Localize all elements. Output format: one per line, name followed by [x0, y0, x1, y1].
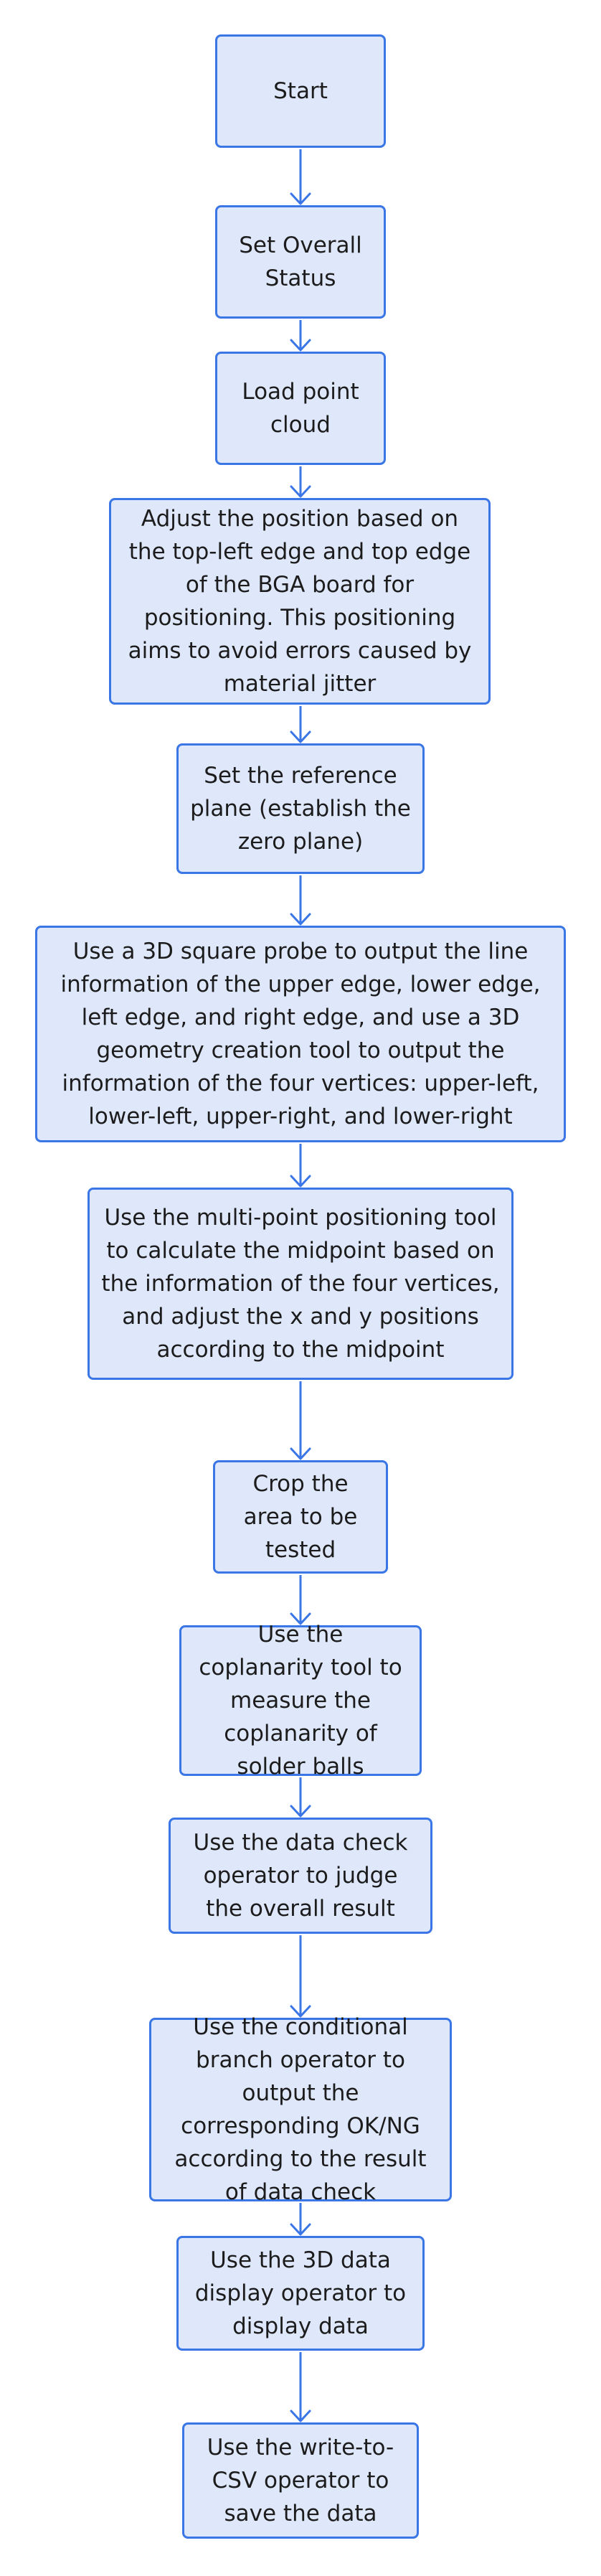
connector-arrow: [291, 1381, 310, 1459]
step-adjust-position: [109, 498, 491, 705]
step-write-csv-label: Use the write-to-CSV operator to save the data: [207, 2435, 394, 2526]
step-display-data-label: Use the 3D data display operator to display data: [194, 2247, 407, 2339]
step-start-label: Start: [273, 78, 328, 104]
step-display-data: [176, 2236, 425, 2351]
step-crop-area-label: Crop the area to be tested: [243, 1471, 358, 1563]
step-crop-area: [213, 1460, 388, 1574]
connector-arrow: [291, 1935, 310, 2016]
step-data-check-label: Use the data check operator to judge the overall result: [193, 1830, 408, 1922]
step-write-csv: [182, 2422, 419, 2539]
connector-arrow: [291, 320, 310, 350]
connector-arrow: [291, 1144, 310, 1186]
step-set-overall-status-label: Set Overall Status: [239, 232, 362, 291]
step-set-overall-status: [215, 205, 386, 319]
connector-arrow: [291, 466, 310, 497]
step-conditional-branch-label: Use the conditional branch operator to output the corresponding OK/NG according to the result of data check: [174, 2014, 427, 2205]
step-start: [215, 34, 386, 148]
connector-arrow: [291, 875, 310, 924]
step-adjust-position-label: Adjust the position based on the top-left edge and top edge of the BGA board for positioning. This positioning aims to avoid errors caused by material jitter: [128, 506, 472, 697]
step-coplanarity-label: Use the coplanarity tool to measure the coplanarity of solder balls: [199, 1622, 402, 1780]
step-conditional-branch: [149, 2014, 452, 2205]
step-set-reference-plane-label: Set the reference plane (establish the zero plane): [190, 763, 411, 855]
step-multi-point-positioning-label: Use the multi-point positioning tool to calculate the midpoint based on the information of the four vertices, and adjust the x and y positions according to the midpoint: [101, 1205, 500, 1363]
step-load-point-cloud-label: Load point cloud: [242, 379, 359, 438]
step-set-reference-plane: [176, 743, 425, 874]
connector-arrow: [291, 149, 310, 204]
connector-arrow: [291, 1575, 310, 1624]
step-square-probe-label: Use a 3D square probe to output the line information of the upper edge, lower edge, left edge, and right edge, and use a 3D geometry creation tool to output the information of the four vertices: upper-left, lower-left, upper-right, and lower-right: [60, 939, 541, 1129]
step-square-probe: [35, 926, 566, 1142]
step-load-point-cloud: [215, 352, 386, 465]
connector-arrow: [291, 1777, 310, 1816]
connector-arrow: [291, 706, 310, 742]
step-multi-point-positioning: [87, 1188, 514, 1380]
step-data-check: [169, 1818, 432, 1934]
step-coplanarity: [179, 1622, 422, 1780]
connector-arrow: [291, 2352, 310, 2421]
